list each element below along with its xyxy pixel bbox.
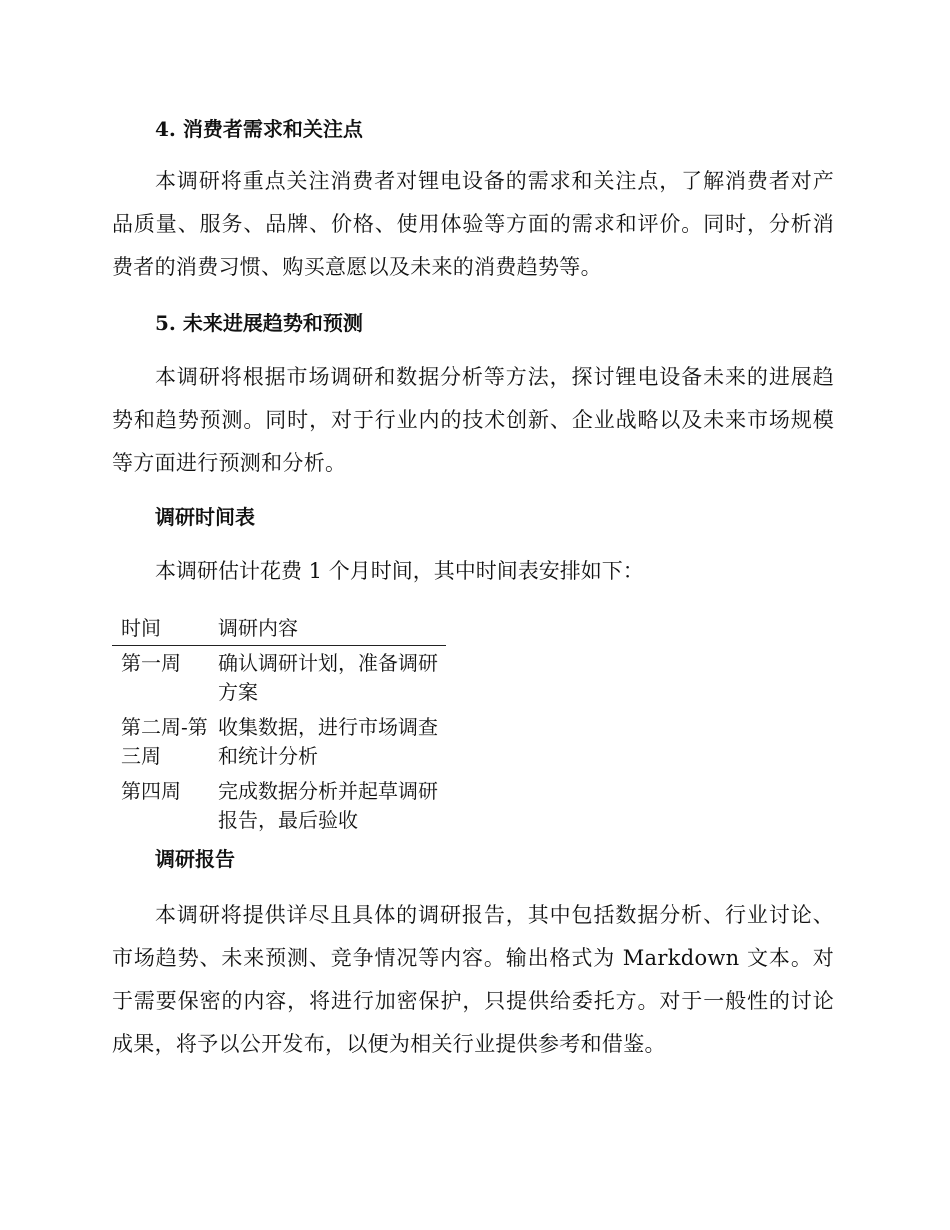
table-row <box>112 646 446 711</box>
paragraph-future-trends: 本调研将根据市场调研和数据分析等方法，探讨锂电设备未来的进展趋势和趋势预测。同时，对于行业内的技术创新、企业战略以及未来市场规模等方面进行预测和分析。 <box>112 365 834 475</box>
table-cell-time: 第一周 <box>121 651 181 675</box>
table-cell-content: 确认调研计划，准备调研方案 <box>218 651 438 704</box>
column-header-time: 时间 <box>112 614 209 646</box>
table-cell-content: 收集数据，进行市场调查和统计分析 <box>218 715 438 768</box>
paragraph-report: 本调研将提供详尽且具体的调研报告，其中包括数据分析、行业讨论、市场趋势、未来预测、竞争情况等内容。输出格式为 Markdown 文本。对于需要保密的内容，将进行加密保护，只提供给委托方。对于一般性的讨论成果，将予以公开发布，以便为相关行业提供参考和借鉴。 <box>112 903 834 1056</box>
schedule-table <box>112 614 446 838</box>
paragraph-consumer-needs: 本调研将重点关注消费者对锂电设备的需求和关注点，了解消费者对产品质量、服务、品牌、价格、使用体验等方面的需求和评价。同时，分析消费者的消费习惯、购买意愿以及未来的消费趋势等。 <box>112 169 834 279</box>
table-cell-time: 第二周-第三周 <box>121 715 208 768</box>
column-header-content: 调研内容 <box>209 614 446 646</box>
section-heading-schedule: 调研时间表 <box>155 505 255 529</box>
section-heading-report: 调研报告 <box>155 847 235 871</box>
section-heading-future-trends: 5. 未来进展趋势和预测 <box>155 311 363 335</box>
paragraph-schedule-intro: 本调研估计花费 1 个月时间，其中时间表安排如下： <box>155 559 644 583</box>
table-header-row <box>112 614 446 646</box>
table-row <box>112 710 446 774</box>
table-row <box>112 774 446 838</box>
table-cell-content: 完成数据分析并起草调研报告，最后验收 <box>218 779 438 832</box>
section-heading-consumer-needs: 4. 消费者需求和关注点 <box>155 117 363 141</box>
table-cell-time: 第四周 <box>121 779 181 803</box>
